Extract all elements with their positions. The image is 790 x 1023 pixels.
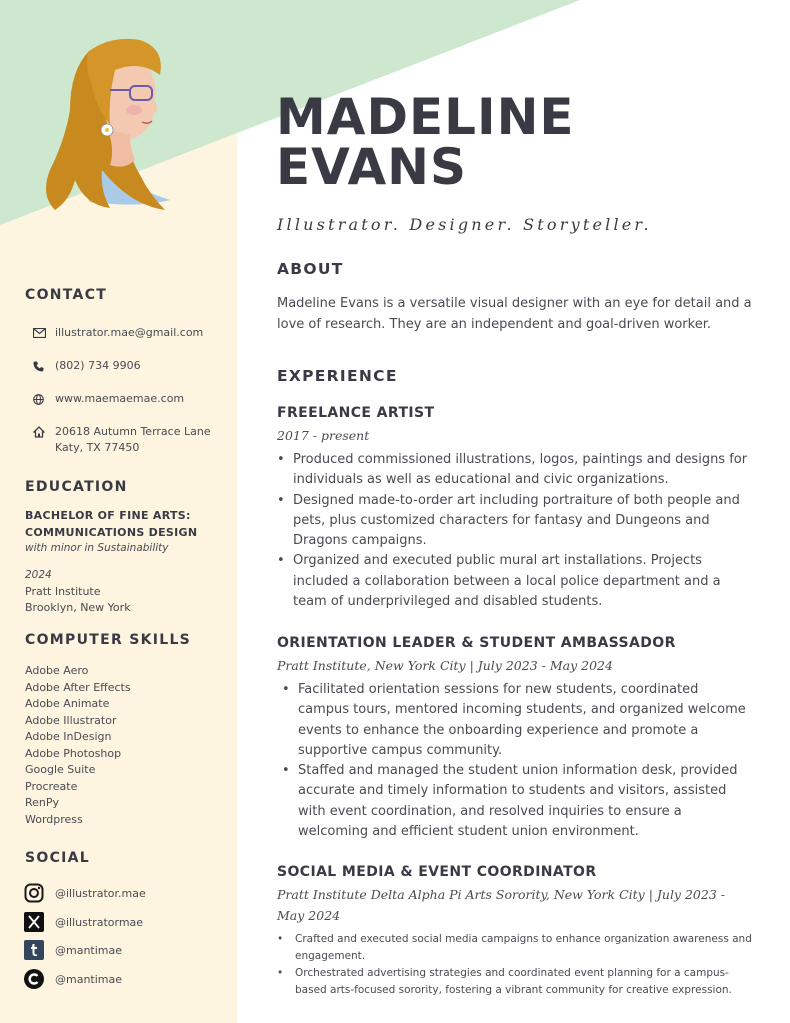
name-line-2: EVANS	[276, 138, 468, 196]
list-item: Adobe After Effects	[25, 680, 131, 694]
contact-website[interactable]	[25, 391, 184, 407]
experience-heading: EXPERIENCE	[277, 367, 398, 385]
address-line-1: 20618 Autumn Terrace Lane	[55, 425, 211, 438]
skills-list	[25, 663, 131, 828]
globe-icon	[25, 391, 55, 407]
list-item: Google Suite	[25, 763, 96, 776]
job-title-3: SOCIAL MEDIA & EVENT COORDINATOR	[277, 864, 597, 880]
job-bullets-2	[282, 680, 752, 842]
list-item: Adobe Illustrator	[25, 713, 117, 727]
x-handle: @illustratormae	[55, 915, 144, 929]
list-item: Adobe InDesign	[25, 730, 112, 743]
contact-email[interactable]	[25, 325, 203, 341]
x-logo-icon	[24, 912, 44, 932]
job-bullets-3	[277, 931, 752, 999]
tumblr-handle: @mantimae	[55, 943, 123, 957]
tagline: Illustrator. Designer. Storyteller.	[277, 215, 652, 234]
list-item: • Facilitated orientation sessions for new students, coordinated campus tours, mentored incoming students, and organized welcome events to enhance the onboarding experience and promote a supportive campus community.	[282, 680, 752, 761]
about-text: Madeline Evans is a versatile visual designer with an eye for detail and a love of research. They are an independent and goal-driven worker.	[277, 296, 752, 332]
contact-address	[25, 424, 211, 456]
envelope-icon	[25, 325, 55, 341]
job-meta-1: 2017 - present	[277, 428, 370, 443]
house-icon	[25, 424, 55, 440]
other-handle: @mantimae	[55, 972, 123, 986]
degree	[25, 507, 197, 541]
list-item: • Orchestrated advertising strategies and coordinated event planning for a campus-based arts-focused sorority, fostering a vibrant community for creative expression.	[277, 965, 752, 999]
skills-heading: COMPUTER SKILLS	[25, 632, 192, 648]
email-text: illustrator.mae@gmail.com	[55, 326, 204, 339]
job-meta-2: Pratt Institute, New York City | July 2023 - May 2024	[277, 658, 613, 673]
list-item: Adobe Photoshop	[25, 746, 122, 760]
education-details	[25, 567, 131, 617]
education-year: 2024	[25, 569, 52, 581]
education-location: Brooklyn, New York	[25, 601, 131, 614]
job-bullets-1	[277, 450, 757, 612]
education-heading: EDUCATION	[25, 479, 128, 495]
list-item: Wordpress	[25, 812, 83, 826]
name-line-1: MADELINE	[276, 88, 575, 146]
list-item: • Designed made-to-order art including portraiture of both people and pets, plus customized characters for fantasy and Dungeons and Dragons campaigns.	[277, 491, 757, 552]
degree-line-2: COMMUNICATIONS DESIGN	[25, 526, 198, 539]
tumblr-icon	[24, 940, 44, 960]
social-instagram[interactable]	[24, 883, 146, 903]
name-heading	[276, 88, 575, 196]
list-item: • Produced commissioned illustrations, logos, paintings and designs for individuals as well as educational and civic organizations.	[277, 450, 757, 491]
list-item: • Organized and executed public mural art installations. Projects included a collaboration between a local police department and a team of underprivileged and disabled students.	[277, 551, 757, 612]
instagram-icon	[24, 883, 44, 903]
list-item: • Staffed and managed the student union information desk, provided accurate and timely information to students and visitors, assisted with event coordination, and resolved inquiries to ensure a welcoming and efficient student union environment.	[282, 761, 752, 842]
job-title-2: ORIENTATION LEADER & STUDENT AMBASSADOR	[277, 635, 676, 651]
contact-heading: CONTACT	[25, 287, 108, 303]
address-line-2: Katy, TX 77450	[55, 441, 140, 454]
list-item: RenPy	[25, 796, 60, 809]
phone-icon	[25, 358, 55, 374]
job-meta-3: Pratt Institute Delta Alpha Pi Arts Sorority, New York City | July 2023 - May 2024	[277, 887, 725, 923]
social-x[interactable]	[24, 912, 143, 932]
c-logo-icon	[24, 969, 44, 989]
portrait-illustration	[30, 30, 205, 220]
contact-phone[interactable]	[25, 358, 141, 374]
social-other[interactable]	[24, 969, 122, 989]
education-school: Pratt Institute	[25, 584, 101, 598]
social-heading: SOCIAL	[25, 850, 91, 866]
about-heading: ABOUT	[277, 260, 344, 278]
list-item: • Crafted and executed social media campaigns to enhance organization awareness and engagement.	[277, 931, 752, 965]
address-text	[55, 424, 211, 456]
website-text: www.maemaemae.com	[55, 392, 185, 405]
instagram-handle: @illustrator.mae	[55, 886, 146, 900]
list-item: Adobe Aero	[25, 664, 89, 677]
job-title-1: FREELANCE ARTIST	[277, 405, 435, 421]
phone-text: (802) 734 9906	[55, 359, 141, 372]
minor: with minor in Sustainability	[25, 542, 169, 554]
list-item: Adobe Animate	[25, 697, 110, 710]
list-item: Procreate	[25, 779, 78, 793]
social-tumblr[interactable]	[24, 940, 122, 960]
degree-line-1: BACHELOR OF FINE ARTS:	[25, 509, 191, 522]
